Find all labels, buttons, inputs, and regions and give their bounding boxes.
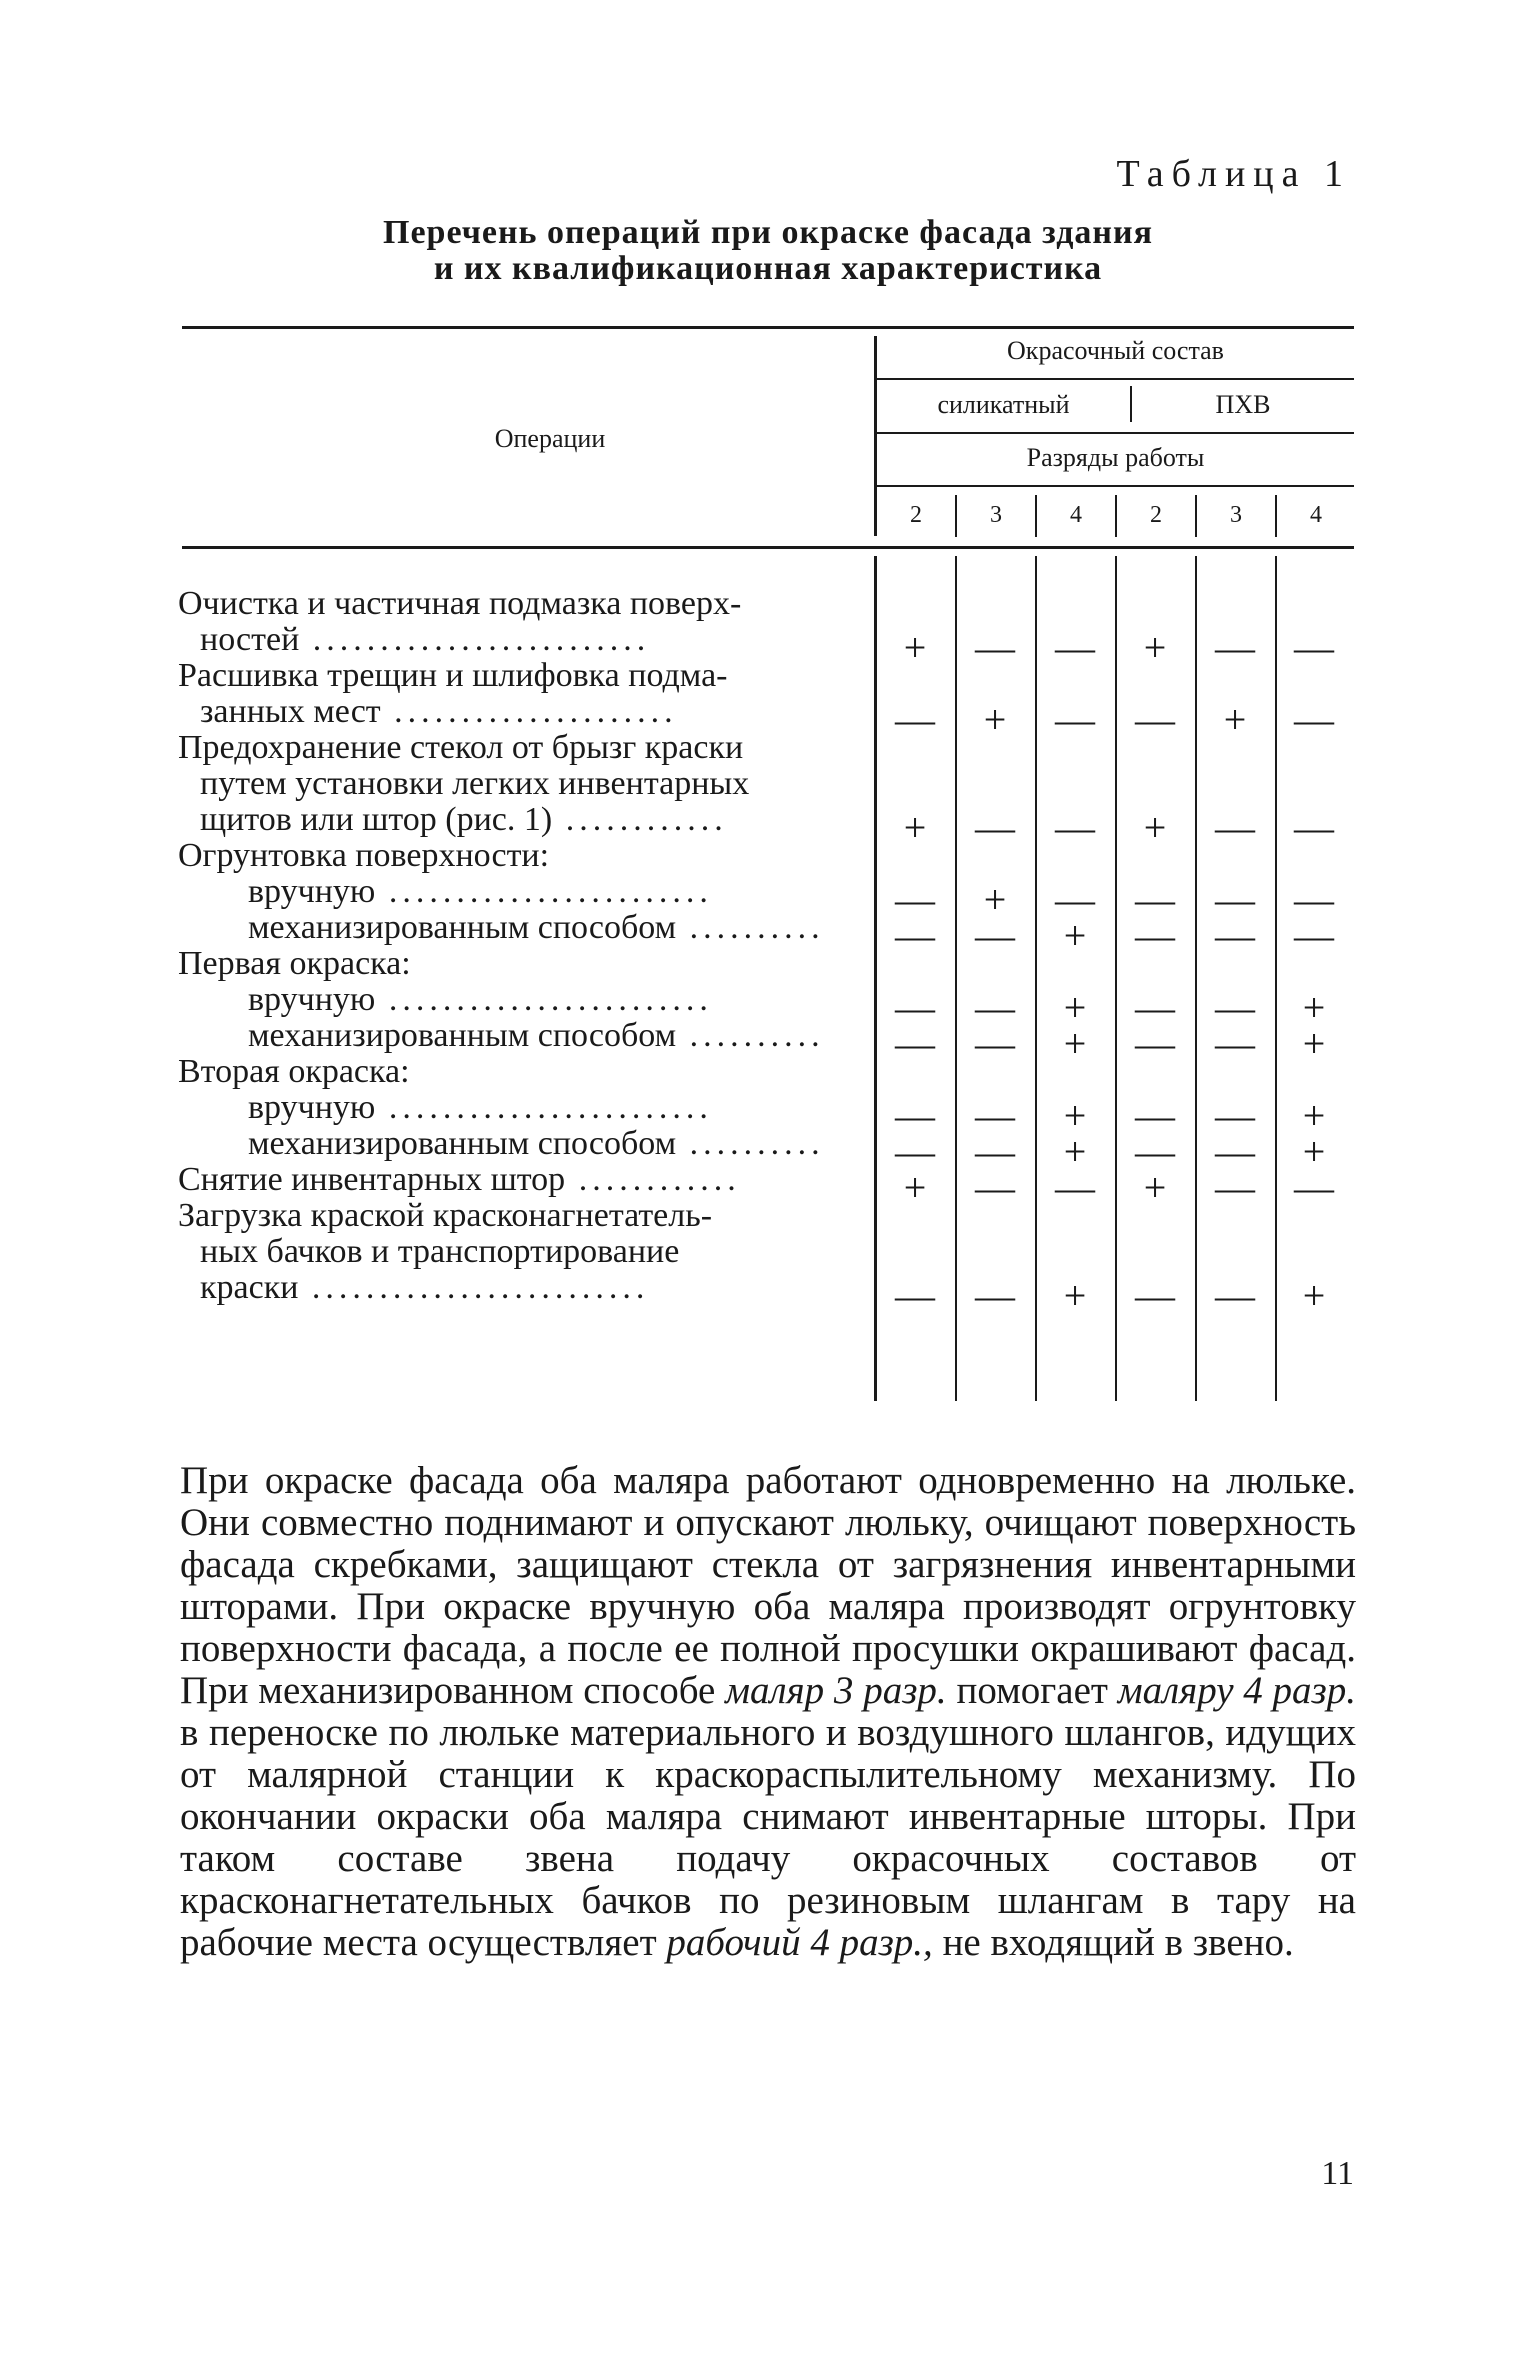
operations-column-divider [874,336,877,536]
mark-cell: — [975,805,1015,850]
table-title-line-1: Перечень операций при окраске фасада здания [383,214,1153,251]
grade-number: 3 [990,502,1002,528]
leader-dots: .......... [676,910,825,946]
operation-text: вручную [248,874,376,910]
mark-cell: — [1055,625,1095,670]
mark-cell: — [895,1093,935,1138]
body-italic-segment: маляру 4 разр. [1117,1669,1357,1712]
operation-text: ностей [200,622,300,658]
paint-composition-header: Окрасочный состав [1007,336,1224,365]
mark-cell: — [1215,1021,1255,1066]
mark-cell: — [1135,985,1175,1030]
operation-name-continuation [178,766,882,802]
grade-column-divider [1195,556,1197,1401]
mark-cell: + [1063,1093,1087,1138]
operation-name [178,874,930,910]
leader-dots: ......................... [299,622,651,658]
operation-text: щитов или штор (рис. 1) [200,802,553,838]
mark-cell: — [1215,877,1255,922]
mark-cell: — [1215,625,1255,670]
mark-cell: — [895,1129,935,1174]
operation-name [178,586,860,622]
operations-header: Операции [494,424,606,453]
grade-divider [1035,495,1037,537]
silicate-header: силикатный [937,390,1070,419]
grade-number: 2 [910,502,922,528]
mark-cell: — [1055,697,1095,742]
mark-cell: + [1302,985,1326,1030]
operation-text: ных бачков и транспортирование [200,1234,680,1270]
body-italic-segment: маляр 3 разр. [725,1669,947,1712]
mark-cell: — [975,1273,1015,1318]
mark-cell: + [1143,805,1167,850]
grade-divider [955,495,957,537]
mark-cell: — [895,1021,935,1066]
operation-name [178,730,860,766]
mark-cell: — [1215,1165,1255,1210]
mark-cell: — [895,985,935,1030]
leader-dots: .......... [676,1126,825,1162]
mark-cell: — [1215,1129,1255,1174]
table-title-line-2: и их квалификационная характеристика [433,250,1103,287]
operation-text: вручную [248,1090,376,1126]
operation-text: механизированным способом [248,1018,677,1054]
operation-text: вручную [248,982,376,1018]
mark-cell: — [1135,1273,1175,1318]
mark-cell: — [1294,1165,1334,1210]
leader-dots: ........................ [375,1090,713,1126]
operation-text: путем установки легких инвентарных [200,766,750,802]
leader-dots: ......................... [298,1270,650,1306]
operation-name [178,1054,860,1090]
operation-text: Вторая окраска: [178,1054,410,1090]
body-italic-segment: рабочий 4 разр., [666,1921,933,1964]
mark-cell: — [1135,877,1175,922]
mark-cell: + [1143,625,1167,670]
table-title [180,215,1356,287]
grade-column-divider [1115,556,1117,1401]
operation-name [178,1090,930,1126]
mark-cell: + [983,697,1007,742]
operation-text: Огрунтовка поверхности: [178,838,550,874]
leader-dots: ............ [565,1162,741,1198]
mark-cell: — [1294,913,1334,958]
operation-name-continuation [178,1234,882,1270]
pvc-header: ПХВ [1215,390,1271,419]
mark-cell: — [1294,805,1334,850]
mark-cell: + [903,1165,927,1210]
body-text-segment: При окраске фасада оба маляра работают одновременно на люльке. Они совместно поднимают и опускают люльку, очищают поверхность фасада скребками, защищают стекла от загрязнения инвентарными шторами. При окраске вручную оба маляра производят огрунтовку поверхности фасада, а после ее полной просушки окрашивают фасад. При механизированном способе [180,1459,1356,1712]
mark-cell: + [1063,985,1087,1030]
body-text-segment: помогает [956,1669,1108,1712]
operation-name-continuation [178,622,882,658]
leader-dots: ............ [552,802,728,838]
mark-cell: — [1135,1093,1175,1138]
operation-text: краски [200,1270,299,1306]
mark-cell: — [975,1129,1015,1174]
operation-text: механизированным способом [248,910,677,946]
operation-name [178,1126,930,1162]
mark-cell: — [1135,697,1175,742]
operation-name [178,1162,860,1198]
mark-cell: — [1294,877,1334,922]
mark-cell: — [975,913,1015,958]
rule-under-composition [877,378,1354,380]
grade-number: 4 [1310,502,1322,528]
leader-dots: ..................... [380,694,678,730]
mark-cell: — [975,1165,1015,1210]
mark-cell: + [1063,1021,1087,1066]
operation-name-continuation [178,1270,882,1306]
operation-name [178,910,930,946]
mark-cell: + [1223,697,1247,742]
grade-divider [1275,495,1277,537]
operation-name [178,1198,860,1234]
rule-under-type [877,432,1354,434]
body-text-segment: не входящий в звено. [942,1921,1294,1964]
operation-text: Первая окраска: [178,946,411,982]
leader-dots: .......... [676,1018,825,1054]
leader-dots: ........................ [375,982,713,1018]
mark-cell: — [1294,625,1334,670]
operation-text: механизированным способом [248,1126,677,1162]
mark-cell: + [1302,1273,1326,1318]
table-top-rule [182,326,1354,329]
mark-cell: — [895,1273,935,1318]
grade-column-divider [1035,556,1037,1401]
operation-name [178,838,860,874]
operation-name [178,982,930,1018]
operation-text: Очистка и частичная подмазка поверх- [178,586,742,622]
mark-cell: — [975,625,1015,670]
grade-number: 2 [1150,502,1162,528]
mark-cell: — [895,697,935,742]
mark-cell: + [983,877,1007,922]
grade-number: 4 [1070,502,1082,528]
mark-cell: — [1135,1129,1175,1174]
header-bottom-rule [182,546,1354,549]
mark-cell: + [1063,1129,1087,1174]
mark-cell: — [895,877,935,922]
operation-text: Предохранение стекол от брызг краски [178,730,744,766]
grade-column-divider [1275,556,1277,1401]
mark-cell: — [1215,1093,1255,1138]
mark-cell: — [975,1021,1015,1066]
mark-cell: — [1215,805,1255,850]
grade-column-divider [955,556,957,1401]
mark-cell: — [1055,805,1095,850]
operation-text: занных мест [200,694,381,730]
grade-divider [1115,495,1117,537]
operation-text: Загрузка краской красконагнетатель- [178,1198,713,1234]
mark-cell: — [975,1093,1015,1138]
mark-cell: + [1063,913,1087,958]
rule-under-grades-label [877,485,1354,487]
operation-name [178,946,860,982]
operation-name-continuation [178,802,882,838]
table-number: Таблица 1 [1116,153,1351,195]
mark-cell: — [1055,1165,1095,1210]
mark-cell: — [1294,697,1334,742]
mark-cell: — [1215,913,1255,958]
body-paragraph [180,1460,1356,1964]
mark-cell: + [903,805,927,850]
operation-name-continuation [178,694,882,730]
mark-cell: — [975,985,1015,1030]
mark-cell: + [1143,1165,1167,1210]
operation-text: Снятие инвентарных штор [178,1162,566,1198]
grade-divider [1195,495,1197,537]
mark-cell: — [1215,985,1255,1030]
page-number: 11 [1321,2155,1354,2192]
mark-cell: — [1135,1021,1175,1066]
mark-cell: + [1302,1129,1326,1174]
mark-cell: — [1135,913,1175,958]
body-text [180,1460,1356,1964]
mark-cell: + [1302,1093,1326,1138]
leader-dots: ........................ [375,874,713,910]
mark-cell: — [1055,877,1095,922]
mark-cell: — [895,913,935,958]
mark-cell: + [1063,1273,1087,1318]
operation-name [178,1018,930,1054]
mark-cell: — [1215,1273,1255,1318]
operation-name [178,658,860,694]
mark-cell: + [903,625,927,670]
mark-cell: + [1302,1021,1326,1066]
operation-text: Расшивка трещин и шлифовка подма- [178,658,728,694]
body-text-segment: в переноске по люльке материального и воздушного шлангов, идущих от малярной станции к краскораспылительному механизму. По окончании окраски оба маляра снимают инвентарные шторы. При таком составе звена подачу окрасочных составов от красконагнетательных бачков по резиновым шлангам в тару на рабочие места осуществляет [180,1711,1356,1964]
grade-number: 3 [1230,502,1242,528]
work-grades-header: Разряды работы [1026,443,1205,472]
